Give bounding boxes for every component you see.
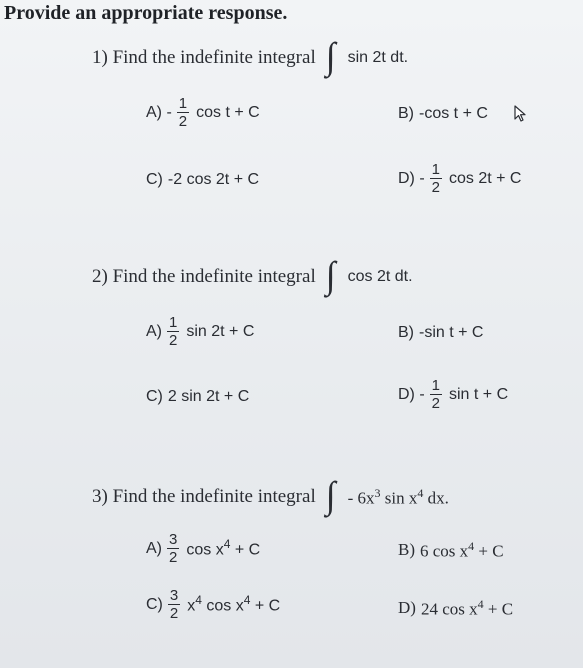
- choice-letter: B): [398, 105, 414, 122]
- choice-expression: 6 $\cos x^4 + C$: [420, 539, 504, 561]
- question-2-prompt: [92, 254, 413, 296]
- choice-expression: $x^4$ $\cos x^4 + C$: [187, 593, 281, 615]
- question-1-choice-c[interactable]: [146, 171, 259, 189]
- question-1-prompt: [92, 35, 409, 77]
- choice-letter: D) -: [398, 385, 425, 403]
- integral-sign-icon: ∫: [325, 254, 336, 296]
- question-3-prompt: [92, 474, 449, 516]
- choice-letter: B): [398, 324, 414, 341]
- question-3-integrand: - $6x^3$ $\sin x^4$ dx.: [347, 485, 449, 508]
- question-3-choice-a[interactable]: [146, 532, 260, 565]
- choice-letter: A): [146, 539, 162, 557]
- question-1-choice-b[interactable]: [398, 105, 488, 123]
- question-2-choice-b[interactable]: [398, 324, 483, 342]
- instructions-heading: Provide an appropriate response.: [4, 2, 288, 24]
- choice-expression: -cos t + C: [419, 105, 488, 122]
- question-1-integrand: sin 2t dt.: [347, 49, 409, 66]
- question-1-choice-d[interactable]: [398, 162, 521, 195]
- mouse-pointer-icon: [512, 105, 530, 123]
- question-3-choice-d[interactable]: [398, 597, 513, 620]
- choice-expression: 2 sin 2t + C: [167, 388, 250, 405]
- choice-expression: cos 2t + C: [449, 169, 522, 187]
- question-3-text: 3) Find the indefinite integral: [92, 486, 316, 507]
- fraction: $\frac{3}{2}$: [169, 531, 178, 566]
- choice-letter: D): [398, 598, 416, 618]
- fraction: $\frac{3}{2}$: [169, 587, 179, 622]
- question-2-integrand: cos 2t dt.: [347, 268, 413, 285]
- choice-expression: cos t + C: [196, 103, 260, 121]
- choice-letter: A) -: [146, 103, 172, 121]
- choice-letter: A): [146, 322, 162, 340]
- question-2-text: 2) Find the indefinite integral: [92, 266, 316, 287]
- fraction: $\frac{1}{2}$: [169, 314, 178, 349]
- integral-sign-icon: ∫: [325, 474, 336, 516]
- integral-sign-icon: ∫: [325, 35, 336, 77]
- choice-letter: C): [146, 388, 163, 405]
- question-1-text: 1) Find the indefinite integral: [92, 47, 316, 68]
- choice-expression: 24 $\cos x^4 + C$: [420, 597, 514, 619]
- fraction: $\frac{1}{2}$: [178, 95, 188, 130]
- choice-letter: D) -: [398, 169, 425, 187]
- choice-expression: sin 2t + C: [186, 322, 255, 340]
- question-3-choice-b[interactable]: [398, 539, 504, 562]
- fraction: $\frac{1}{2}$: [431, 161, 440, 196]
- question-2-choice-d[interactable]: [398, 378, 508, 411]
- question-2-choice-a[interactable]: [146, 315, 254, 348]
- choice-letter: C): [146, 595, 163, 613]
- choice-expression: -sin t + C: [419, 324, 484, 341]
- choice-expression: sin t + C: [449, 385, 509, 403]
- choice-letter: B): [398, 540, 415, 560]
- choice-expression: -2 cos 2t + C: [167, 171, 260, 188]
- question-2-choice-c[interactable]: [146, 388, 249, 406]
- question-1-choice-a[interactable]: [146, 96, 260, 129]
- fraction: $\frac{1}{2}$: [431, 377, 440, 412]
- choice-letter: C): [146, 171, 163, 188]
- question-3-choice-c[interactable]: [146, 588, 280, 621]
- choice-expression: $\cos x^4 + C$: [186, 537, 261, 559]
